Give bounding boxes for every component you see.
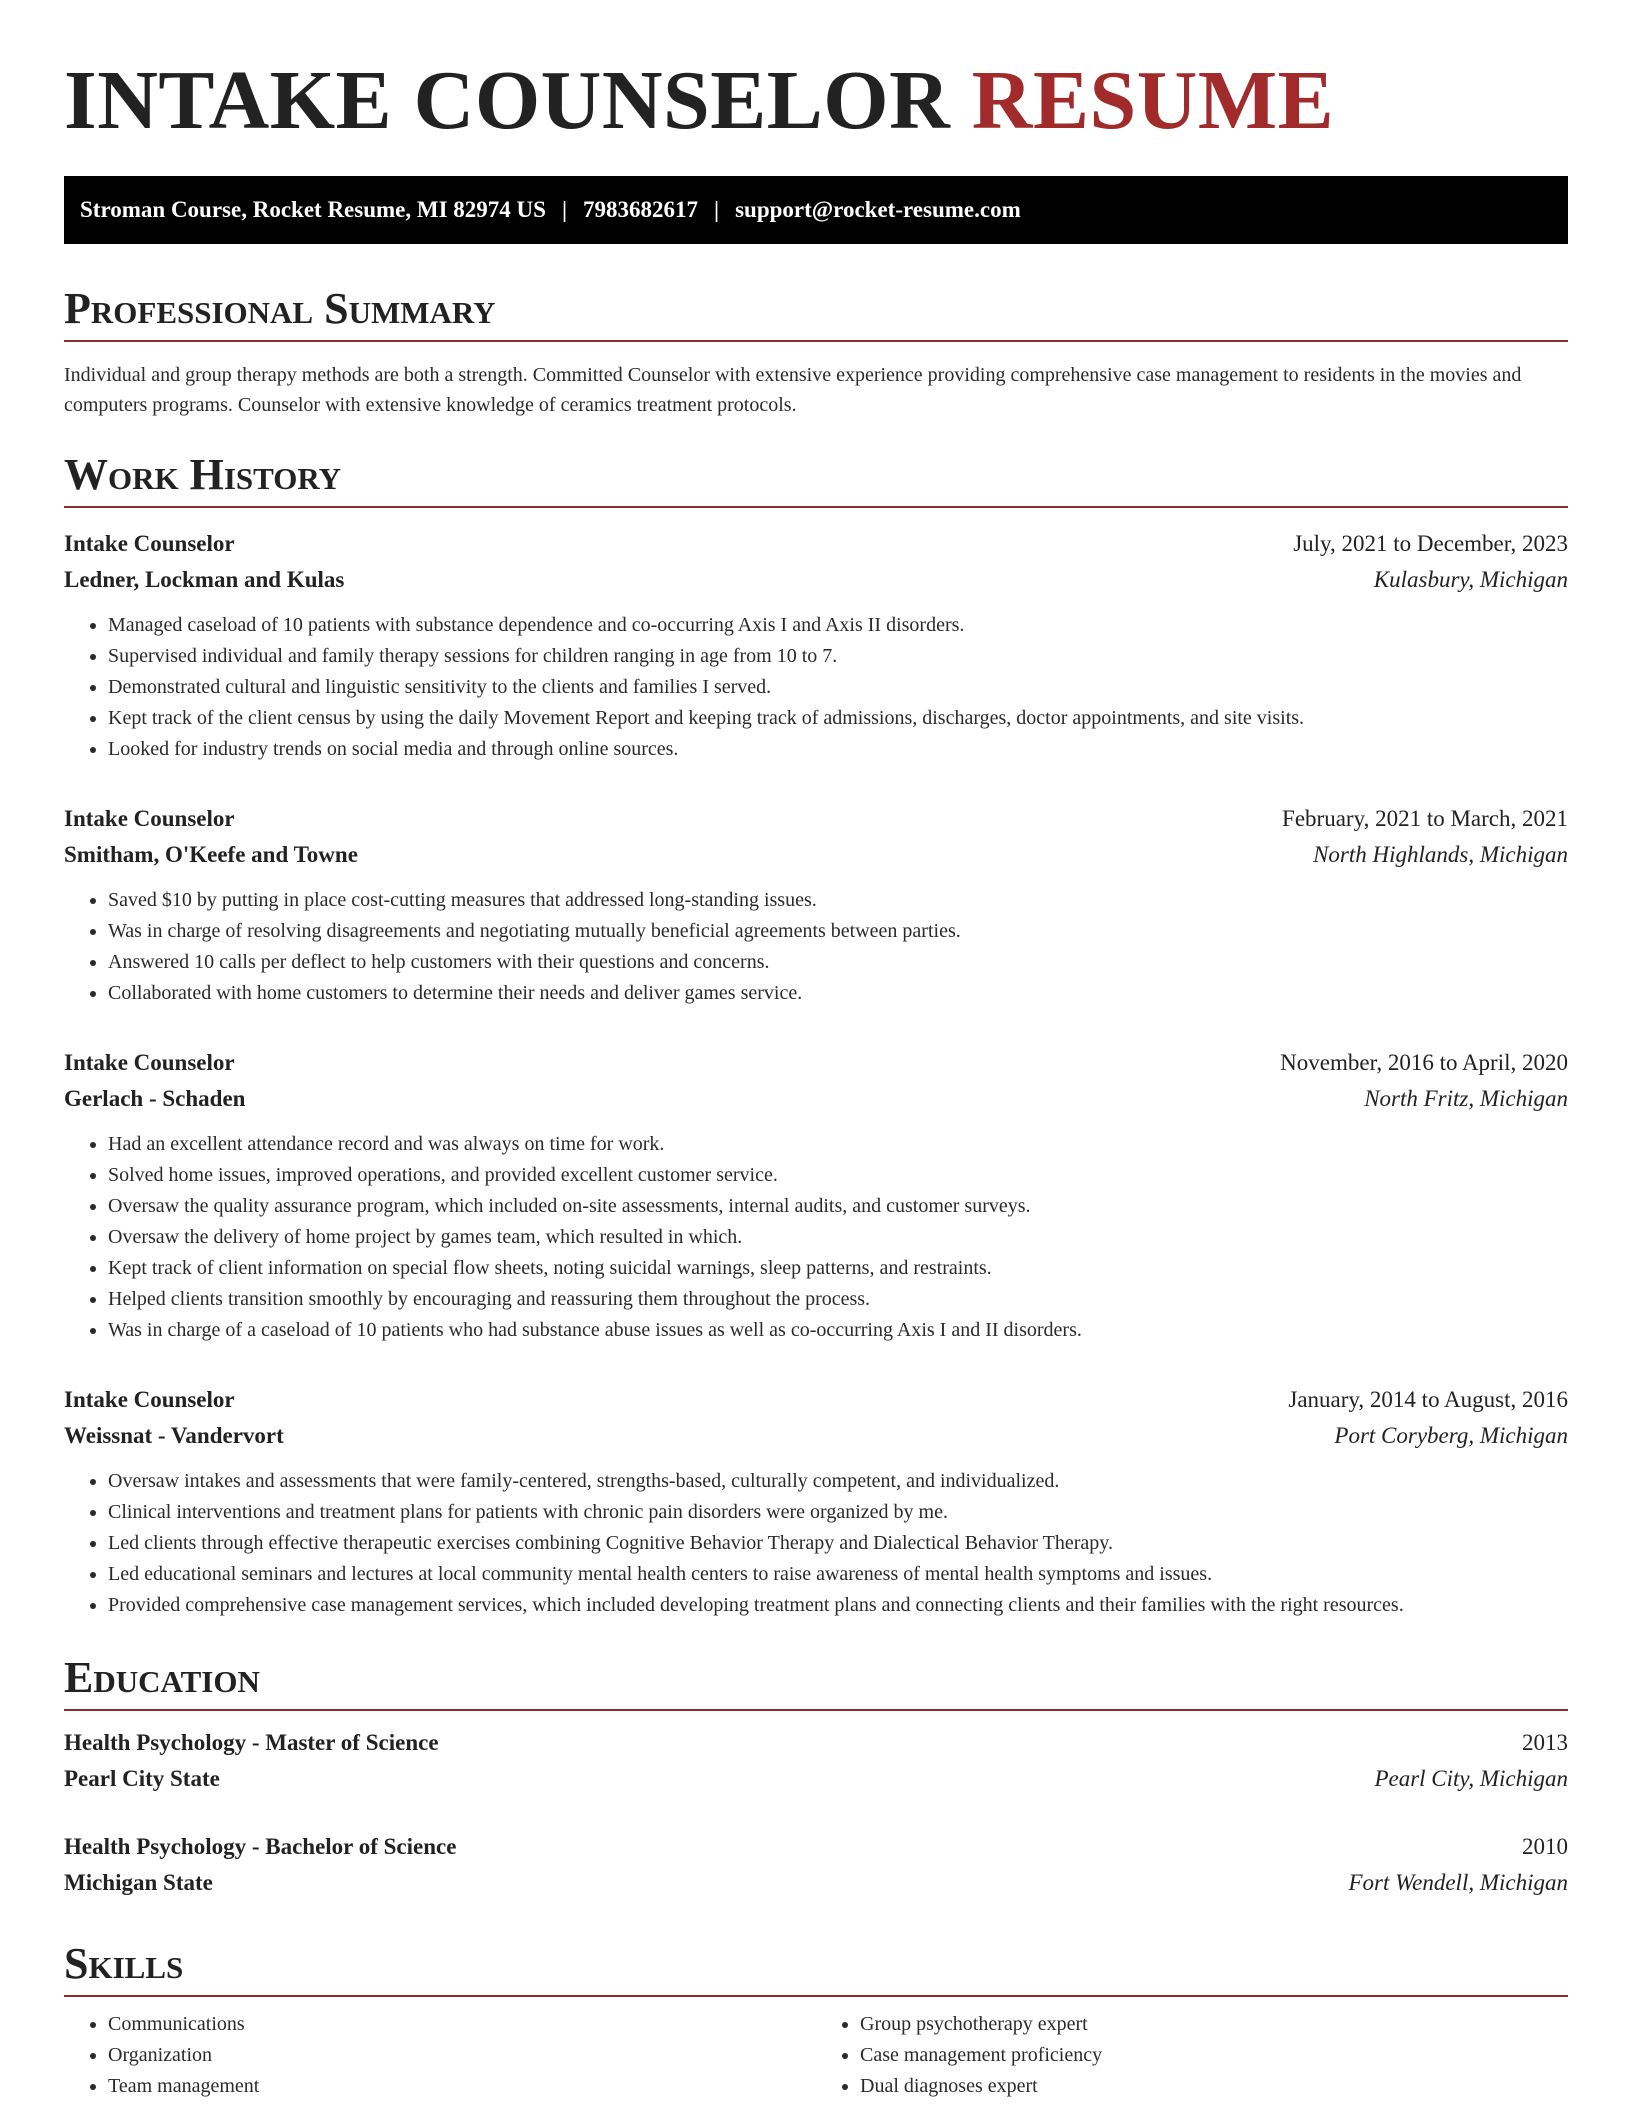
job-dates: November, 2016 to April, 2020 — [1280, 1050, 1568, 1075]
title-main: INTAKE COUNSELOR — [64, 54, 951, 147]
job-location: Kulasbury, Michigan — [1373, 567, 1568, 592]
school-location: Pearl City, Michigan — [1374, 1766, 1568, 1791]
job-dates: January, 2014 to August, 2016 — [1288, 1387, 1568, 1412]
skills-list-left — [64, 2009, 816, 2102]
list-item: • Looked for industry trends on social media and through online sources. — [108, 734, 1568, 765]
title-accent: RESUME — [971, 54, 1335, 147]
job-entry — [64, 1382, 1568, 1621]
summary-section — [64, 284, 1568, 420]
job-title: Intake Counselor — [64, 531, 235, 556]
degree: Health Psychology - Master of Science — [64, 1730, 439, 1755]
school: Pearl City State — [64, 1766, 220, 1791]
skills-section — [64, 1939, 1568, 2102]
list-item: • Answered 10 calls per deflect to help customers with their questions and concerns. — [108, 947, 1568, 978]
education-entry — [64, 1725, 1568, 1797]
skills-heading: Skills — [64, 1939, 1568, 1997]
job-location: North Fritz, Michigan — [1364, 1086, 1568, 1111]
summary-text: Individual and group therapy methods are both a strength. Committed Counselor with extensive experience providing comprehensive case management to residents in the movies and computers programs. Counselor with extensive knowledge of ceramics treatment protocols. — [64, 364, 1522, 416]
list-item: • Oversaw the quality assurance program, which included on-site assessments, internal audits, and customer surveys. — [108, 1191, 1568, 1222]
list-item: • Supervised individual and family therapy sessions for children ranging in age from 10 to 7. — [108, 641, 1568, 672]
job-location: Port Coryberg, Michigan — [1334, 1423, 1568, 1448]
job-entry — [64, 526, 1568, 765]
skill-item: • Organization — [108, 2040, 816, 2071]
work-history-heading: Work History — [64, 450, 1568, 508]
list-item: • Oversaw the delivery of home project by games team, which resulted in which. — [108, 1222, 1568, 1253]
job-title: Intake Counselor — [64, 1387, 235, 1412]
skill-item: • Team management — [108, 2071, 816, 2102]
list-item: • Saved $10 by putting in place cost-cutting measures that addressed long-standing issues. — [108, 885, 1568, 916]
skill-item: • Group psychotherapy expert — [860, 2009, 1568, 2040]
contact-phone[interactable]: 7983682617 — [583, 197, 699, 222]
job-title: Intake Counselor — [64, 1050, 235, 1075]
job-entry — [64, 1045, 1568, 1346]
resume-title — [64, 0, 1568, 147]
job-location: North Highlands, Michigan — [1313, 842, 1568, 867]
work-history-section — [64, 450, 1568, 1621]
job-title: Intake Counselor — [64, 806, 235, 831]
skills-grid — [64, 2009, 1568, 2102]
list-item: • Collaborated with home customers to determine their needs and deliver games service. — [108, 978, 1568, 1009]
list-item: • Managed caseload of 10 patients with substance dependence and co-occurring Axis I and Axis II disorders. — [108, 610, 1568, 641]
school-location: Fort Wendell, Michigan — [1348, 1870, 1568, 1895]
skill-item: • Communications — [108, 2009, 816, 2040]
school: Michigan State — [64, 1870, 213, 1895]
job-bullets — [64, 1129, 1568, 1346]
job-bullets — [64, 1466, 1568, 1621]
list-item: • Kept track of client information on special flow sheets, noting suicidal warnings, sleep patterns, and restraints. — [108, 1253, 1568, 1284]
education-section — [64, 1653, 1568, 1901]
contact-address: Stroman Course, Rocket Resume, MI 82974 US — [80, 197, 546, 222]
job-dates: July, 2021 to December, 2023 — [1293, 531, 1568, 556]
contact-separator: | — [714, 197, 720, 222]
summary-heading: Professional Summary — [64, 284, 1568, 342]
list-item: • Was in charge of a caseload of 10 patients who had substance abuse issues as well as co-occurring Axis I and II disorders. — [108, 1315, 1568, 1346]
list-item: • Kept track of the client census by using the daily Movement Report and keeping track of admissions, discharges, doctor appointments, and site visits. — [108, 703, 1568, 734]
skill-item: • Dual diagnoses expert — [860, 2071, 1568, 2102]
list-item: • Clinical interventions and treatment plans for patients with chronic pain disorders were organized by me. — [108, 1497, 1568, 1528]
list-item: • Solved home issues, improved operations, and provided excellent customer service. — [108, 1160, 1568, 1191]
education-heading: Education — [64, 1653, 1568, 1711]
job-bullets — [64, 610, 1568, 765]
job-company: Gerlach - Schaden — [64, 1086, 246, 1111]
list-item: • Had an excellent attendance record and was always on time for work. — [108, 1129, 1568, 1160]
list-item: • Led clients through effective therapeutic exercises combining Cognitive Behavior Therapy and Dialectical Behavior Therapy. — [108, 1528, 1568, 1559]
job-bullets — [64, 885, 1568, 1009]
job-entry — [64, 801, 1568, 1009]
list-item: • Helped clients transition smoothly by encouraging and reassuring them throughout the process. — [108, 1284, 1568, 1315]
list-item: • Was in charge of resolving disagreements and negotiating mutually beneficial agreements between parties. — [108, 916, 1568, 947]
contact-bar — [64, 176, 1568, 244]
job-company: Ledner, Lockman and Kulas — [64, 567, 345, 592]
degree: Health Psychology - Bachelor of Science — [64, 1834, 457, 1859]
contact-separator: | — [561, 197, 568, 222]
list-item: • Provided comprehensive case management services, which included developing treatment plans and connecting clients and their families with the right resources. — [108, 1590, 1568, 1621]
graduation-year: 2013 — [1522, 1730, 1568, 1755]
contact-email[interactable]: support@rocket-resume.com — [735, 197, 1021, 222]
skill-item: • Case management proficiency — [860, 2040, 1568, 2071]
job-company: Weissnat - Vandervort — [64, 1423, 284, 1448]
education-entry — [64, 1829, 1568, 1901]
list-item: • Demonstrated cultural and linguistic sensitivity to the clients and families I served. — [108, 672, 1568, 703]
list-item: • Led educational seminars and lectures at local community mental health centers to raise awareness of mental health symptoms and issues. — [108, 1559, 1568, 1590]
skills-list-right — [816, 2009, 1568, 2102]
list-item: • Oversaw intakes and assessments that were family-centered, strengths-based, culturally competent, and individualized. — [108, 1466, 1568, 1497]
job-company: Smitham, O'Keefe and Towne — [64, 842, 358, 867]
graduation-year: 2010 — [1522, 1834, 1568, 1859]
job-dates: February, 2021 to March, 2021 — [1282, 806, 1568, 831]
